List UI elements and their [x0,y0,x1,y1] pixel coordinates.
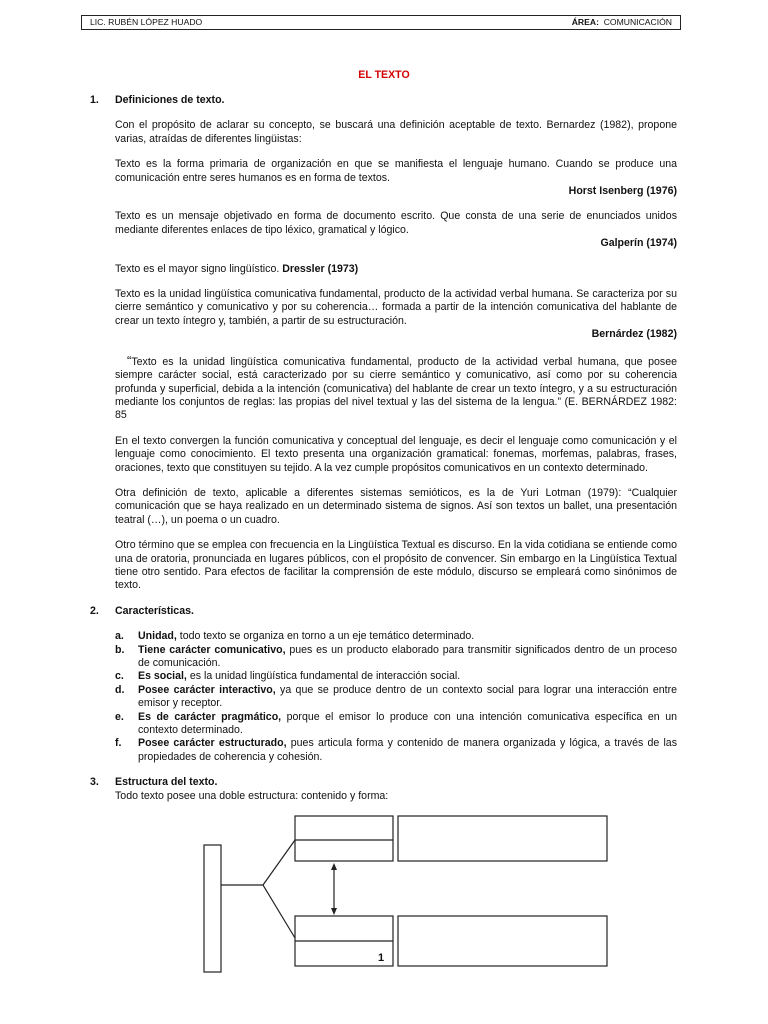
list-item-term: Es de carácter pragmático, [138,710,282,723]
list-item-term: Tiene carácter comunicativo, [138,643,286,656]
definition-1-author: Horst Isenberg (1976) [568,185,677,198]
section-title: Estructura del texto. [115,776,218,789]
diagram-arrowhead-down [331,908,337,915]
definition-2-text: Texto es un mensaje objetivado en forma de documento escrito. Que consta de una serie de enunciados unidos mediante diferentes enlaces de tipo léxico, gramatical y lógico. [115,210,677,236]
header-area-label: ÁREA: [571,17,599,27]
section-number: 3. [90,776,99,789]
open-quote-mark: “ [127,352,132,368]
list-item-letter: b. [115,643,125,656]
diagram-bottom-right-box [398,916,607,966]
page-number: 1 [378,952,385,964]
diagram-connector-lower [263,885,295,938]
header-author: LIC. RUBÉN LÓPEZ HUADO [90,17,203,27]
definition-2-author: Galperín (1974) [600,237,677,250]
section-1-intro: Con el propósito de aclarar su concepto, se buscará una definición aceptable de texto. Bernardez (1982), propone varias, atraídas de diferentes lingüistas: [115,119,677,145]
definition-4-text: Texto es la unidad lingüística comunicativa fundamental, producto de la actividad verbal humana. Se caracteriza por su cierre semántico y comunicativo y por su coherencia… formada a partir de la intención comunicativa del hablante de crear un texto íntegro y, también, a partir de su estructuración. [115,288,677,327]
list-item-text: pues es un producto elaborado para transmitir significados dentro de un proceso de comunicación. [138,643,677,669]
list-item-text: es la unidad lingüística fundamental de interacción social. [186,670,461,683]
list-item-term: Posee carácter estructurado, [138,737,287,750]
section-number: 2. [90,604,99,617]
diagram-top-right-box [398,816,607,861]
diagram-root-box [204,845,221,972]
list-item-text: ya que se produce dentro de un contexto social para lograr una interacción entre emisor y receptor. [138,683,677,710]
diagram-top-left-box [295,816,393,861]
list-item-letter: f. [115,737,122,750]
section-number: 1. [90,94,99,106]
paragraph-lotman: Otra definición de texto, aplicable a diferentes sistemas semióticos, es la de Yuri Lotman (1979): “Cualquier comunicación que se haya realizado en un determinado sistema de signos. Así son textos un ballet, una presentación teatral (…), un poema o un cuadro. [115,486,677,526]
list-item-text: porque el emisor lo produce con una intención comunicativa específica en un contexto determinado. [138,710,677,737]
definition-1-text: Texto es la forma primaria de organización en que se manifiesta el lenguaje humano. Cuando se produce una comunicación entre seres humanos es en forma de textos. [115,158,677,184]
header-area-value: COMUNICACIÓN [603,17,672,27]
definition-4-author: Bernárdez (1982) [591,328,677,341]
definition-3-author: Dressler (1973) [282,262,359,275]
list-item-text: todo texto se organiza en torno a un eje temático determinado. [176,630,475,643]
list-item-letter: a. [115,630,124,643]
list-item-letter: c. [115,670,124,683]
section-title: Características. [115,604,194,617]
list-item-term: Unidad, [138,630,177,643]
paragraph-discurso: Otro término que se emplea con frecuencia en la Lingüística Textual es discurso. En la vida cotidiana se entiende como una de oratoria, pronunciada en lugares públicos, con el propósito de convencer. Sin embargo en la Lingüística Textual tiene otro sentido. Para efectos de facilitar la comprensión de este módulo, discurso se empleará como sinónimos de texto. [115,539,677,592]
section-3-intro: Todo texto posee una doble estructura: contenido y forma: [115,789,389,802]
list-item-letter: e. [115,710,124,723]
paragraph-convergence: En el texto convergen la función comunicativa y conceptual del lenguaje, es decir el lenguaje como comunicación y el lenguaje como conocimiento. El texto presenta una organización gramatical: fonemas, morfemas, palabras, frases, oraciones, texto que constituyen su tejido. A la vez cumple propósitos comunicativos en un contexto determinado. [115,434,677,474]
list-item-term: Posee carácter interactivo, [138,683,276,696]
list-item-text: pues articula forma y contenido de manera organizada y lógica, a través de las propiedades de coherencia y cohesión. [138,737,677,763]
document-title: EL TEXTO [358,69,410,81]
section-title: Definiciones de texto. [115,94,225,106]
list-item-letter: d. [115,683,125,696]
list-item-term: Es social, [138,670,187,683]
diagram-connector-upper [263,840,295,885]
diagram-arrowhead-up [331,863,337,870]
bernardez-quote-text: Texto es la unidad lingüística comunicativa fundamental, producto de la actividad verbal humana, que posee siempre carácter social, está caracterizado por su cierre semántico y comunicativo, así como por su coherencia profunda y superficial, debida a la intención (comunicativa) del hablante de crear un texto íntegro, y a su estructuración mediante los conjuntos de reglas: las propias del nivel textual y las del sistema de la lengua.” (E. BERNÁRDEZ 1982: 85 [115,355,677,422]
definition-3-text: Texto es el mayor signo lingüístico. [115,262,283,275]
